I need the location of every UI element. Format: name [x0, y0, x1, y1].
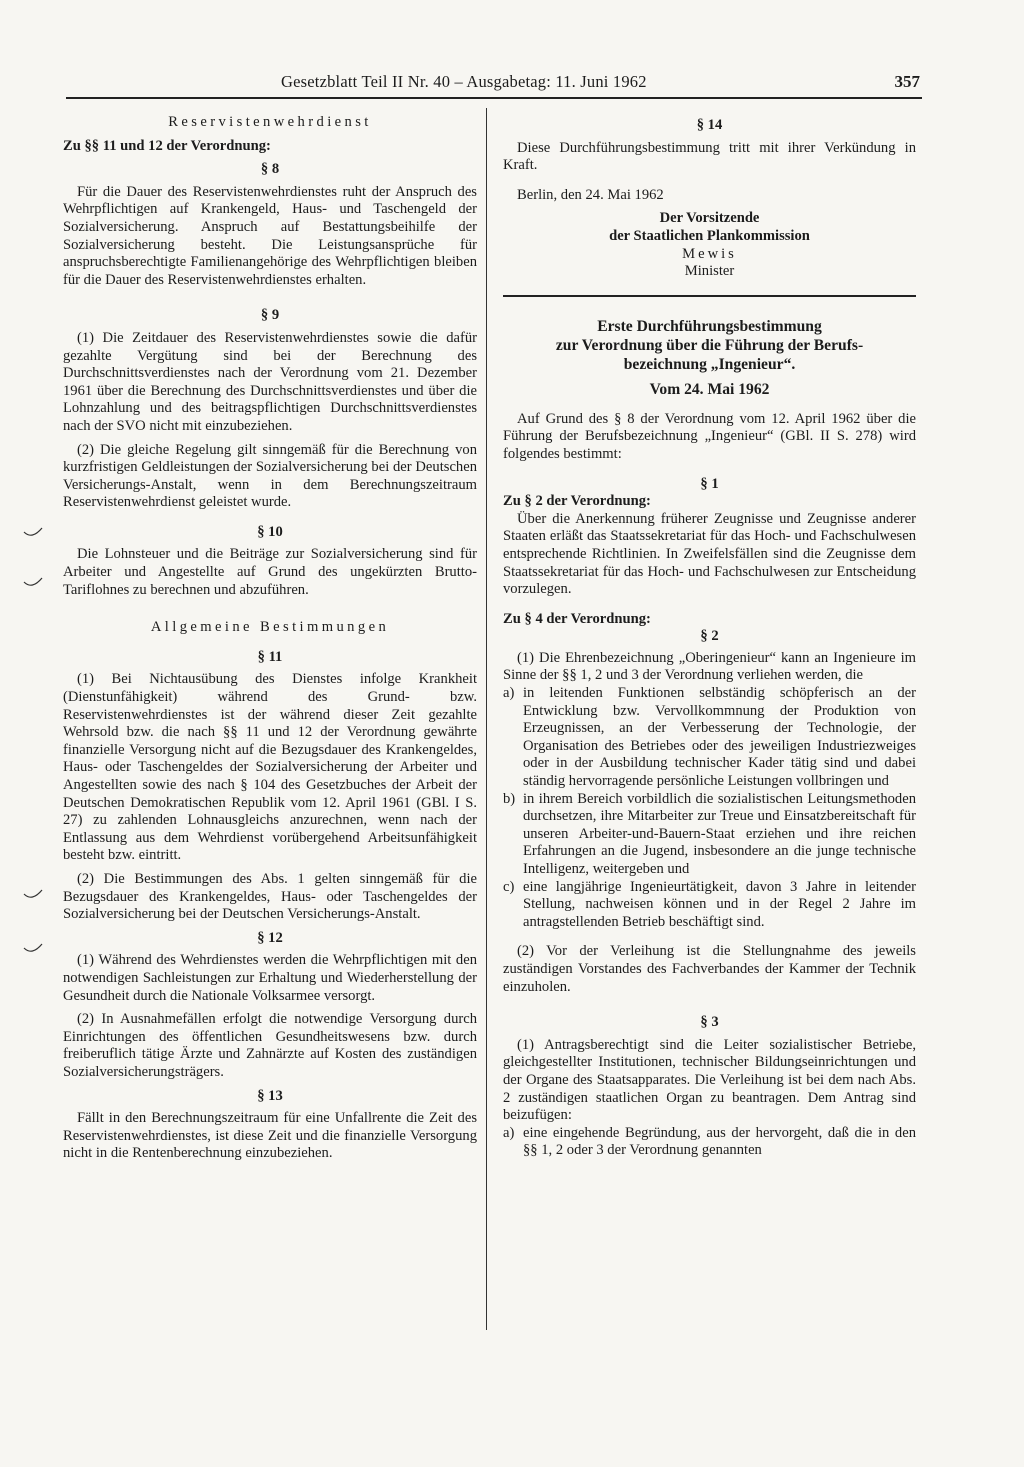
margin-check-mark	[22, 886, 46, 904]
signatory-name: Mewis	[682, 245, 737, 262]
list-text: eine eingehende Begründung, aus der hervorgeht, daß die in den §§ 1, 2 oder 3 der Verordnung genannten	[523, 1124, 916, 1159]
paragraph-text: Diese Durchführungsbestimmung tritt mit ihrer Verkündung in Kraft.	[503, 139, 916, 174]
paragraph-text: (1) Die Zeitdauer des Reservistenwehrdienstes sowie die dafür gezahlte Vergütung sind bei der Berechnung des Durchschnittsverdienstes nach der Verordnung vom 21. Dezember 1961 über die Berechnung des Durchschnittsverdienstes und über die Lohnzahlung und des beitragspflichtigen Durchschnittsverdienstes nach der SVO nicht mit einzubeziehen.	[63, 329, 477, 434]
paragraph-text: Fällt in den Berechnungszeitraum für eine Unfallrente die Zeit des Reservistenwehrdienstes, ist diese Zeit und die finanzielle Versorgung nicht in die Rentenberechnung einzubeziehen.	[63, 1110, 477, 1162]
list-label: c)	[503, 878, 515, 895]
paragraph-text: Über die Anerkennung früherer Zeugnisse und Zeugnisse anderer Staaten erläßt das Staatssekretariat für das Hoch- und Fachschulwesen entsprechende Richtlinien. In Zweifelsfällen sind die Zeugnisse dem Staatssekretariat für das Hoch- und Fachschulwesen zur Entscheidung vorzulegen.	[503, 510, 916, 598]
signatory-role: Minister	[684, 263, 735, 280]
document-title: zur Verordnung über die Führung der Berufs-	[555, 336, 864, 354]
signatory-title: der Staatlichen Plankommission	[609, 227, 810, 244]
paragraph-text: (1) Die Ehrenbezeichnung „Oberingenieur“ kann an Ingenieure im Sinne der §§ 1, 2 und 3 der Verordnung verliehen werden, die	[503, 649, 916, 684]
preamble: Auf Grund des § 8 der Verordnung vom 12. April 1962 über die Führung der Berufsbezeichnung „Ingenieur“ (GBl. II S. 278) wird folgendes bestimmt:	[503, 410, 916, 462]
paragraph-heading: § 2	[700, 628, 719, 645]
header-rule	[66, 97, 922, 99]
margin-check-mark	[22, 940, 46, 958]
paragraph-heading: § 1	[700, 475, 719, 492]
document-date: Vom 24. Mai 1962	[649, 380, 770, 398]
section-title-reservistenwehrdienst: Reservistenwehrdienst	[168, 114, 372, 130]
list-label: a)	[503, 1124, 515, 1141]
document-title: bezeichnung „Ingenieur“.	[623, 355, 796, 373]
paragraph-text: (1) Antragsberechtigt sind die Leiter sozialistischer Betriebe, gleichgestellter Institutionen, technischer Bildungseinrichtungen und der Organe des Staatsapparates. Die Verleihung ist bei dem nach Abs. 2 zuständigen staatlichen Organ zu beantragen. Dem Antrag sind beizufügen:	[503, 1036, 916, 1124]
paragraph-text: (2) Vor der Verleihung ist die Stellungnahme des jeweils zuständigen Vorstandes des Fachverbandes der Kammer der Technik einzuholen.	[503, 943, 916, 995]
list-item	[503, 685, 916, 791]
paragraph-text: (1) Bei Nichtausübung des Dienstes infolge Krankheit (Dienstunfähigkeit) während des Grund- bzw. Reservistenwehrdienstes ist der während dieser Zeit gezahlte Wehrsold bzw. die nach §§ 11 und 12 der Verordnung gewährte finanzielle Versorgung nicht auf die Bezugsdauer des Krankengeldes, Haus- oder Taschengeldes der Sozialversicherung der Arbeiter und Angestellten sowie des nach § 104 des Gesetzbuches der Arbeit der Deutschen Demokratischen Republik vom 12. April 1961 (GBl. I S. 27) zu zahlenden Lohnausgleichs anzurechnen, wenn nach der Entlassung aus dem Wehrdienst vorübergehend Arbeitsunfähigkeit besteht bzw. eintritt.	[63, 671, 477, 864]
header-title: Gesetzblatt Teil II Nr. 40 – Ausgabetag: 11. Juni 1962	[281, 72, 647, 91]
paragraph-heading: § 12	[257, 929, 283, 946]
document-title: Erste Durchführungsbestimmung	[597, 317, 822, 335]
paragraph-heading: § 14	[696, 117, 723, 133]
paragraph-text: (1) Während des Wehrdienstes werden die Wehrpflichtigen mit den notwendigen Sachleistungen zur Erhaltung und Wiederherstellung der Gesundheit durch die Nationale Volksarmee versorgt.	[63, 952, 477, 1004]
place-date: Berlin, den 24. Mai 1962	[517, 186, 664, 203]
list-text: in leitenden Funktionen selbständig schöpferisch an der Entwicklung bzw. Vervollkommnung der Produktion von Erzeugnissen, an der Verbesserung der Technologie, der Organisation des Betriebes oder des jeweiligen Industriezweiges oder in der Ausbildung technischer Kader tätig sind und dabei ständig hervorragende persönliche Leistungen vollbringen und	[523, 685, 916, 790]
margin-check-mark	[22, 524, 46, 542]
paragraph-heading: § 13	[257, 1087, 283, 1104]
column-divider	[486, 108, 487, 1330]
signatory-title: Der Vorsitzende	[659, 210, 760, 227]
list-item	[503, 1125, 916, 1160]
margin-check-mark	[22, 574, 46, 592]
paragraph-text: (2) Die Bestimmungen des Abs. 1 gelten sinngemäß für die Bezugsdauer des Krankengeldes, Haus- oder Taschengeldes der Sozialversicherung bei der Deutschen Versicherungs-Anstalt.	[63, 870, 477, 923]
subheading: Zu § 2 der Verordnung:	[503, 493, 651, 510]
section-title-allgemeine-bestimmungen: Allgemeine Bestimmungen	[150, 619, 390, 636]
paragraph-text: (2) In Ausnahmefällen erfolgt die notwendige Versorgung durch Einrichtungen des öffentlichen Gesundheitswesens bzw. durch freiberuflich tätige Ärzte und Zahnärzte auf Kosten des zuständigen Sozialversicherungsträgers.	[63, 1011, 477, 1080]
list-item	[503, 791, 916, 879]
paragraph-text: Die Lohnsteuer und die Beiträge zur Sozialversicherung sind für Arbeiter und Angestellte auf Grund des ungekürzten Brutto-Tariflohnes zu berechnen und abzuführen.	[63, 546, 477, 598]
paragraph-heading: § 8	[260, 161, 280, 178]
right-column	[503, 117, 916, 1160]
running-header	[66, 72, 922, 98]
paragraph-heading: § 9	[260, 307, 280, 324]
subheading: Zu § 4 der Verordnung:	[503, 610, 651, 627]
paragraph-heading: § 11	[257, 648, 283, 665]
left-column	[63, 114, 477, 1163]
subheading: Zu §§ 11 und 12 der Verordnung:	[63, 137, 271, 154]
paragraph-heading: § 10	[257, 523, 283, 540]
paragraph-text: Für die Dauer des Reservistenwehrdienstes ruht der Anspruch des Wehrpflichtigen auf Krankengeld, Haus- und Taschengeld der Sozialversicherung. Anspruch auf Bestattungsbeihilfe der Sozialversicherung besteht. Die Leistungsansprüche für anspruchsberechtigte Familienangehörige des Wehrpflichtigen bleiben für die Dauer des Reservistenwehrdienstes erhalten.	[63, 183, 477, 288]
section-rule	[503, 295, 916, 297]
paragraph-heading: § 3	[700, 1014, 719, 1031]
list-item	[503, 879, 916, 932]
list-text: in ihrem Bereich vorbildlich die sozialistischen Leitungsmethoden durchsetzen, ihre Mitarbeiter zur Treue und Einsatzbereitschaft für unseren Arbeiter-und-Bauern-Staat erziehen und ihre reichen Erfahrungen an die Jugend, insbesondere an die junge technische Intelligenz, weitergeben und	[523, 790, 916, 877]
list-label: a)	[503, 685, 515, 702]
list-label: b)	[503, 790, 516, 807]
list-text: eine langjährige Ingenieurtätigkeit, davon 3 Jahre in leitender Stellung, nachweisen können und in der Regel 2 Jahre im antragstellenden Betrieb beschäftigt sind.	[523, 878, 916, 930]
page-number: 357	[894, 72, 920, 91]
paragraph-text: (2) Die gleiche Regelung gilt sinngemäß für die Berechnung von kurzfristigen Geldleistungen der Sozialversicherung bei der Deutschen Versicherungs-Anstalt, wenn in dem Berechnungszeitraum Reservistenwehrdienst geleistet wurde.	[63, 441, 477, 511]
